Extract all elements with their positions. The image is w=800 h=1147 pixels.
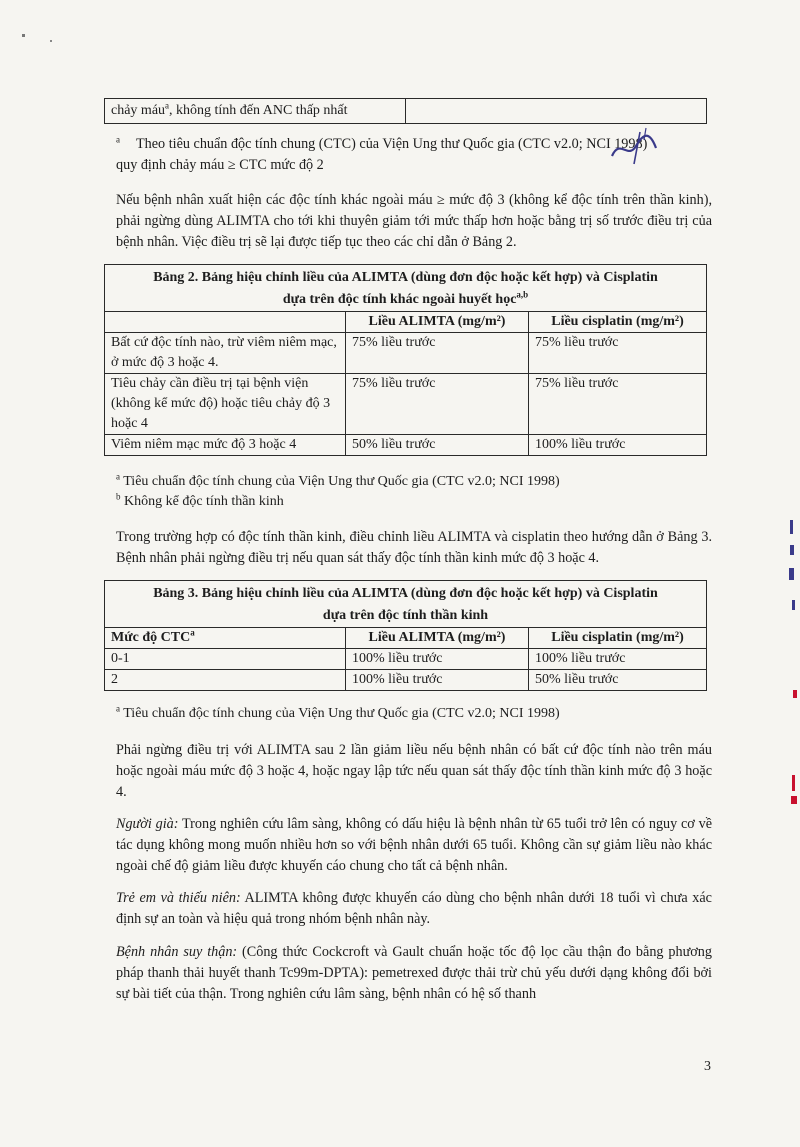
paragraph-elderly: Người già: Trong nghiên cứu lâm sàng, không có dấu hiệu là bệnh nhân từ 65 tuổi trở lên có nguy cơ về tác dụng không mong muốn nhiều hơn so với bệnh nhân dưới 65 tuổi. Không cần sự giảm liều nào khác ngoài chế độ giảm liều được khuyến cáo chung cho tất cả bệnh nhân.	[116, 816, 712, 874]
margin-mark	[792, 775, 795, 791]
table-row	[105, 374, 707, 435]
table-cell: 75% liều trước	[346, 333, 529, 374]
table-footnote: $^b$ Không kể độc tính thần kinh	[116, 491, 284, 509]
table-cell: 75% liều trước	[529, 374, 707, 435]
footnote: $^a$ Theo tiêu chuẩn độc tính chung (CTC) của Viện Ung thư Quốc gia (CTC v2.0; NCI 1998) quy định chảy máu ≥ CTC mức độ 2	[116, 134, 648, 173]
column-header: Mức độ CTC$^a$	[105, 628, 346, 649]
margin-mark	[791, 796, 797, 804]
table-header-row	[105, 312, 707, 333]
dose-adjustment-table-2	[104, 264, 707, 456]
table-row	[105, 670, 707, 691]
table-cell: Bất cứ độc tính nào, trừ viêm niêm mạc, ở mức độ 3 hoặc 4.	[105, 333, 346, 374]
table-cell: 100% liều trước	[529, 649, 707, 670]
table-footnote: $^a$ Tiêu chuẩn độc tính chung của Viện Ung thư Quốc gia (CTC v2.0; NCI 1998)	[116, 471, 560, 489]
table-row	[105, 333, 707, 374]
table-cell: 100% liều trước	[346, 670, 529, 691]
top-continuation-table	[104, 98, 707, 124]
table-cell: 0-1	[105, 649, 346, 670]
table-cell: 50% liều trước	[346, 435, 529, 456]
margin-mark	[789, 568, 794, 580]
table-cell: 75% liều trước	[529, 333, 707, 374]
margin-mark	[790, 520, 793, 534]
page-number: 3	[704, 1059, 711, 1074]
paragraph: Phải ngừng điều trị với ALIMTA sau 2 lần giảm liều nếu bệnh nhân có bất cứ độc tính nào trên máu hoặc ngoài máu mức độ 3 hoặc 4, hoặc ngay lập tức nếu quan sát thấy độc tính thần kinh mức độ 3 hoặc 4.	[116, 742, 712, 800]
paragraph-renal: Bệnh nhân suy thận: (Công thức Cockcroft và Gault chuẩn hoặc tốc độ lọc cầu thận đo bằng phương pháp thanh thải huyết thanh Tc99m-DPTA): pemetrexed được thải trừ chủ yếu dưới dạng không đổi bởi sự bài tiết của thận. Trong nghiên cứu lâm sàng, bệnh nhân có hệ số thanh	[116, 944, 712, 1002]
table-cell: Viêm niêm mạc mức độ 3 hoặc 4	[105, 435, 346, 456]
paragraph: Trong trường hợp có độc tính thần kinh, điều chỉnh liều ALIMTA và cisplatin theo hướng dẫn ở Bảng 3. Bệnh nhân phải ngừng điều trị nếu quan sát thấy độc tính thần kinh mức độ 3 hoặc 4.	[116, 529, 712, 566]
margin-mark	[790, 545, 794, 555]
table-row	[105, 435, 707, 456]
paragraph: Nếu bệnh nhân xuất hiện các độc tính khác ngoài máu ≥ mức độ 3 (không kể độc tính trên thần kinh), phải ngừng dùng ALIMTA cho tới khi thuyên giảm tới mức thấp hơn hoặc bằng trị số trước điều trị của bệnh nhân. Việc điều trị sẽ lại được tiếp tục theo các chỉ dẫn ở Bảng 2.	[116, 192, 712, 250]
table-cell	[406, 99, 707, 124]
table-cell: chảy máu$^a$, không tính đến ANC thấp nhất	[105, 99, 406, 124]
margin-mark	[50, 40, 52, 42]
column-header: Liều ALIMTA (mg/m²)	[346, 628, 529, 649]
table-cell: 2	[105, 670, 346, 691]
table-cell: 75% liều trước	[346, 374, 529, 435]
table-caption: Bảng 3. Bảng hiệu chỉnh liều của ALIMTA (dùng đơn độc hoặc kết hợp) và Cisplatin dựa trên độc tính thần kinh	[105, 581, 707, 628]
table-caption: Bảng 2. Bảng hiệu chỉnh liều của ALIMTA (dùng đơn độc hoặc kết hợp) và Cisplatin dựa trên độc tính khác ngoài huyết học$^{a,b}$	[105, 265, 707, 312]
table-footnote: $^a$ Tiêu chuẩn độc tính chung của Viện Ung thư Quốc gia (CTC v2.0; NCI 1998)	[116, 703, 560, 721]
column-header: Liều ALIMTA (mg/m²)	[346, 312, 529, 333]
table-cell: 50% liều trước	[529, 670, 707, 691]
table-header-row	[105, 628, 707, 649]
table-caption-row	[105, 265, 707, 312]
column-header: Liều cisplatin (mg/m²)	[529, 628, 707, 649]
table-row	[105, 649, 707, 670]
table-row	[105, 99, 707, 124]
column-header: Liều cisplatin (mg/m²)	[529, 312, 707, 333]
table-caption-row	[105, 581, 707, 628]
table-cell: 100% liều trước	[346, 649, 529, 670]
paragraph-children: Trẻ em và thiếu niên: ALIMTA không được khuyến cáo dùng cho bệnh nhân dưới 18 tuổi vì chưa xác định sự an toàn và hiệu quả trong nhóm bệnh nhân này.	[116, 890, 712, 927]
margin-mark	[22, 34, 25, 37]
column-header	[105, 312, 346, 333]
margin-mark	[792, 600, 795, 610]
dose-adjustment-table-3	[104, 580, 707, 691]
table-cell: Tiêu chảy cần điều trị tại bệnh viện (không kể mức độ) hoặc tiêu chảy độ 3 hoặc 4	[105, 374, 346, 435]
margin-mark	[793, 690, 797, 698]
signature-mark	[606, 126, 666, 168]
table-cell: 100% liều trước	[529, 435, 707, 456]
